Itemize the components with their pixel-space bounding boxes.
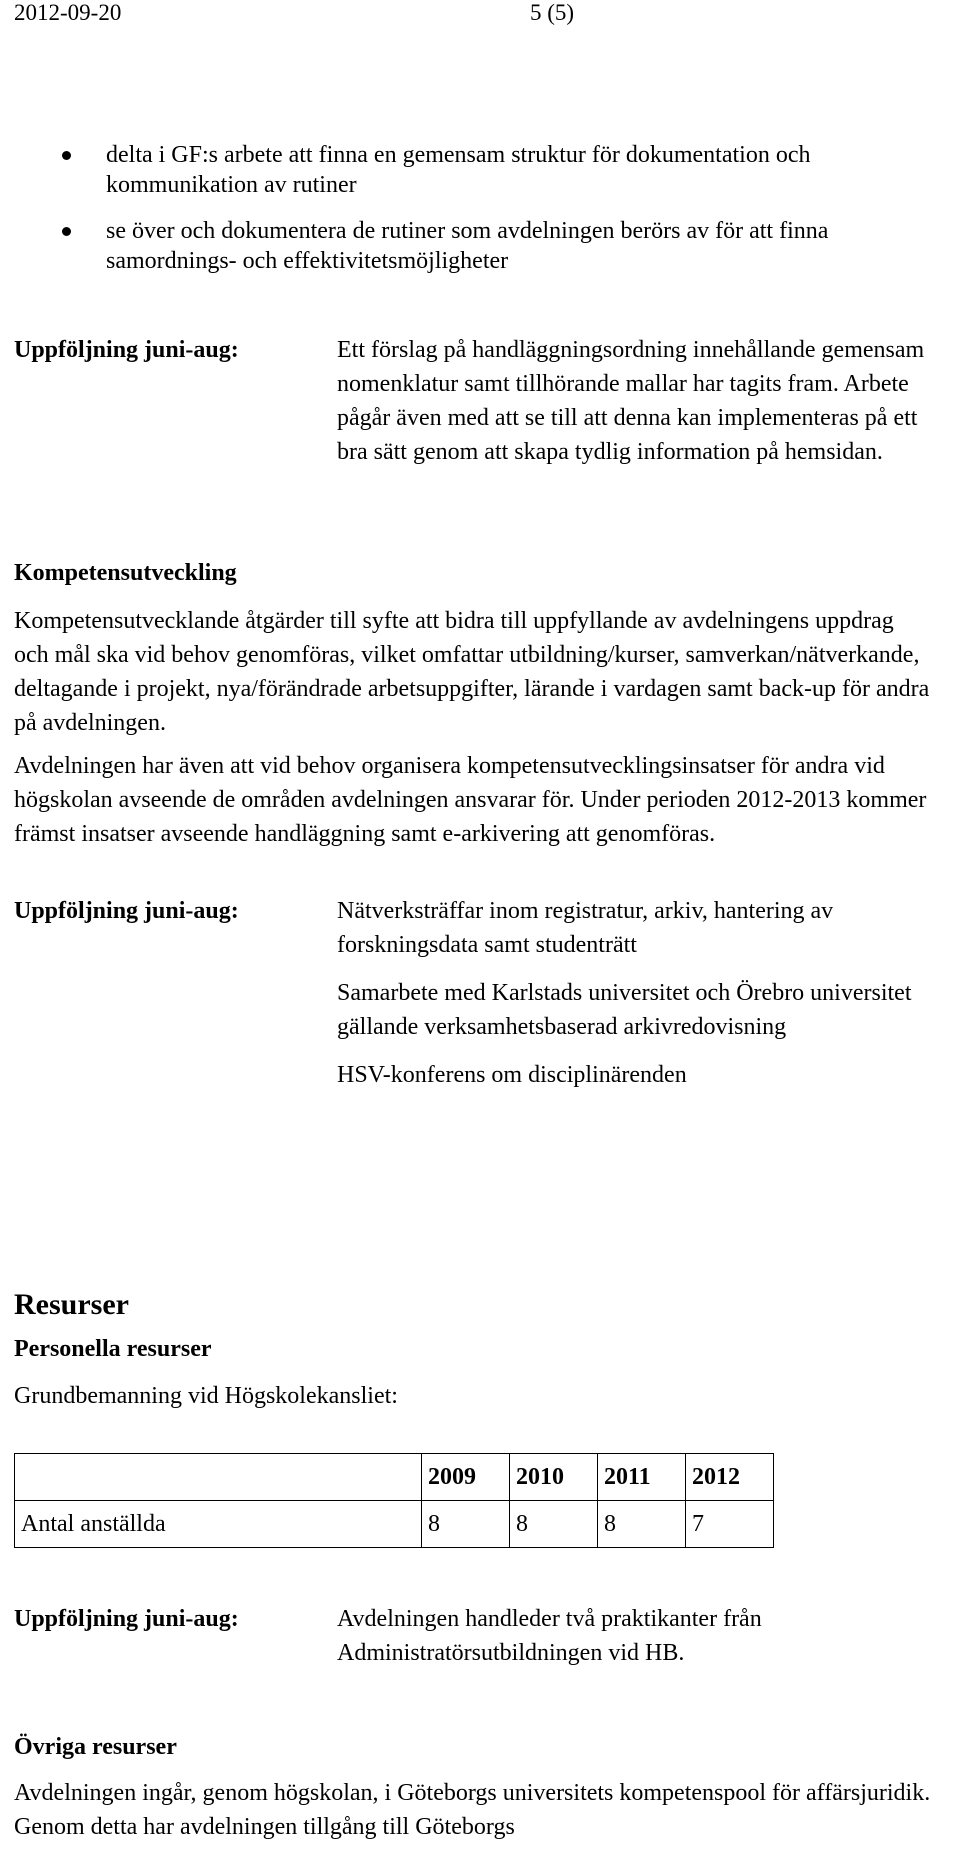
followup-content [337,894,927,1106]
table-corner-cell [15,1454,422,1501]
table-year-cell: 2009 [422,1454,510,1501]
bullet-icon [62,227,71,236]
personnel-heading: Personella resurser [14,1336,212,1362]
table-value-cell: 7 [686,1501,774,1548]
followup-paragraph: Avdelningen handleder två praktikanter från Administratörsutbildningen vid HB. [337,1606,762,1666]
competence-paragraph: Avdelningen har även att vid behov organisera kompetensutvecklingsinsatser för andra vid högskolan avseende de områden avdelningen ansvarar för. Under perioden 2012-2013 kommer främst insatser avseende handläggning samt e-arkivering att genomföras. [14,753,927,847]
followup-content [337,333,927,483]
followup-label: Uppföljning juni-aug: [14,337,239,363]
header-page-number: 5 (5) [530,0,575,25]
bullet-text: se över och dokumentera de rutiner som avdelningen berörs av för att finna samordnings- och effektivitetsmöjligheter [106,218,829,274]
other-resources-paragraph: Avdelningen ingår, genom högskolan, i Göteborgs universitets kompetenspool för affärsjuridik. Genom detta har avdelningen tillgång till Göteborgs [14,1780,931,1840]
table-value-cell: 8 [422,1501,510,1548]
followup-label: Uppföljning juni-aug: [14,1606,239,1632]
followup-section [14,1602,934,1684]
followup-section [14,333,934,483]
followup-label: Uppföljning juni-aug: [14,898,239,924]
followup-paragraph: HSV-konferens om disciplinärenden [337,1062,687,1088]
followup-section [14,894,934,1106]
table-row-label: Antal anställda [15,1501,422,1548]
bullet-icon [62,151,71,160]
staffing-intro: Grundbemanning vid Högskolekansliet: [14,1383,398,1409]
table-value-cell: 8 [510,1501,598,1548]
followup-paragraph: Ett förslag på handläggningsordning innehållande gemensam nomenklatur samt tillhörande mallar har tagits fram. Arbete pågår även med att se till att denna kan implementeras på ett bra sätt genom att skapa tydlig information på hemsidan. [337,337,925,465]
bullet-item [0,140,936,200]
bullet-list [0,140,960,292]
competence-paragraph: Kompetensutvecklande åtgärder till syfte att bidra till uppfyllande av avdelningens uppdrag och mål ska vid behov genomföras, vilket omfattar utbildning/kurser, samverkan/nätverkande, deltagande i projekt, nya/förändrade arbetsuppgifter, lärande i vardagen samt back-up för andra på avdelningen. [14,608,930,736]
header-date: 2012-09-20 [14,0,122,25]
bullet-item [0,216,936,276]
bullet-text: delta i GF:s arbete att finna en gemensam struktur för dokumentation och kommunikation av rutiner [106,142,811,198]
table-year-cell: 2012 [686,1454,774,1501]
table-year-cell: 2011 [598,1454,686,1501]
resources-heading: Resurser [14,1288,129,1321]
staffing-table [14,1453,774,1548]
other-resources-heading: Övriga resurser [14,1734,177,1760]
table-year-cell: 2010 [510,1454,598,1501]
table-value-cell: 8 [598,1501,686,1548]
table-header-row [15,1454,774,1501]
competence-heading: Kompetensutveckling [14,560,237,586]
followup-paragraph: Samarbete med Karlstads universitet och Örebro universitet gällande verksamhetsbaserad arkivredovisning [337,980,912,1040]
table-row [15,1501,774,1548]
followup-content [337,1602,927,1684]
followup-paragraph: Nätverksträffar inom registratur, arkiv, hantering av forskningsdata samt studenträtt [337,898,834,958]
